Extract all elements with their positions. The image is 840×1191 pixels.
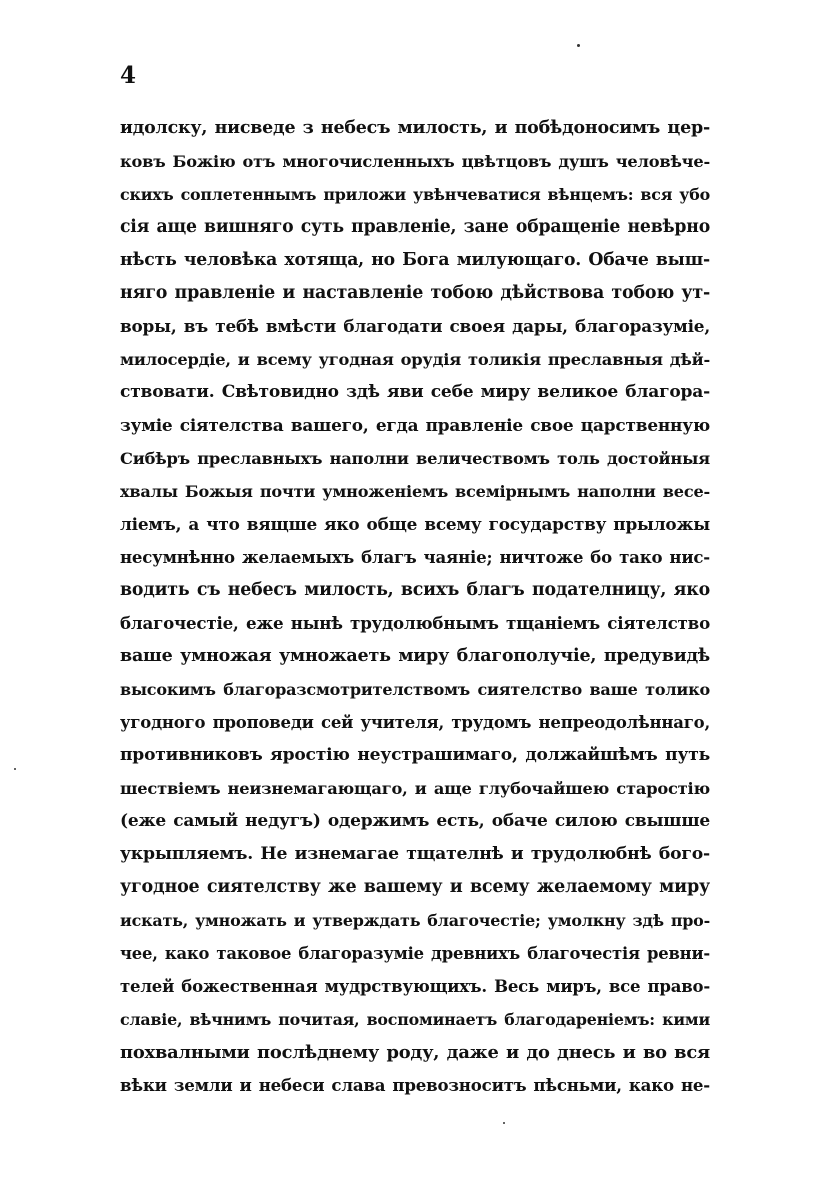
text-line: хвалы Божыя почти умноженіемъ всемірнымъ наполни весе- (120, 482, 710, 501)
text-line: укрыпляемъ. Не изнемагае тщателнѣ и трудолюбнѣ бого- (120, 844, 710, 864)
scan-speck (503, 1122, 505, 1124)
text-line: воры, въ тебѣ вмѣсти благодати своея дары, благоразуміе, (120, 316, 710, 336)
text-line: вѣки земли и небеси слава превозноситъ пѣсньми, како не- (120, 1075, 710, 1095)
text-line: чее, како таковое благоразуміе древнихъ благочестія ревни- (120, 944, 710, 963)
text-line: телей божественная мудрствующихъ. Весь миръ, все право- (120, 976, 710, 996)
scan-speck (14, 768, 16, 770)
text-line: ліемъ, а что вящше яко обще всему государству прыложы (120, 514, 710, 534)
text-line: славіе, вѣчнимъ почитая, воспоминаетъ благодареніемъ: кими (120, 1010, 710, 1029)
text-line: искать, умножать и утверждать благочестіе; умолкну здѣ про- (120, 911, 710, 930)
text-line: зуміе сіятелства вашего, егда правленіе свое царственную (120, 415, 710, 435)
text-line: няго правленіе и наставленіе тобою дѣйствова тобою ут- (120, 283, 710, 303)
text-line: угодное сиятелству же вашему и всему желаемому миру (120, 877, 710, 897)
text-line: благочестіе, еже нынѣ трудолюбнымъ тщаніемъ сіятелство (120, 613, 710, 633)
text-line: скихъ соплетеннымъ приложи увѣнчеватися вѣнцемъ: вся убо (120, 185, 710, 204)
text-line: Сибѣръ преславныхъ наполни величествомъ толь достойныя (120, 449, 710, 468)
text-line: шествіемъ неизнемагающаго, и аще глубочайшею старостію (120, 779, 710, 798)
text-line: (еже самый недугъ) одержимъ есть, обаче силою свышше (120, 811, 710, 831)
text-line: высокимъ благоразсмотрителствомъ сиятелство ваше толико (120, 680, 710, 699)
text-line: идолску, нисведе з небесъ милость, и побѣдоносимъ цер- (120, 118, 710, 138)
text-line: угодного проповеди сей учителя, трудомъ непреодолѣннаго, (120, 713, 710, 732)
text-line: противниковъ яростію неустрашимаго, должайшѣмъ путь (120, 745, 710, 765)
body-text (120, 112, 710, 1102)
text-line: ствовати. Свѣтовидно здѣ яви себе миру великое благора- (120, 382, 710, 402)
text-line: нѣсть человѣка хотяща, но Бога милующаго. Обаче выш- (120, 250, 710, 270)
page-number: 4 (120, 62, 137, 89)
text-line: водить съ небесъ милость, всихъ благъ подателницу, яко (120, 580, 710, 600)
scan-speck (577, 44, 580, 47)
text-line: ковъ Божію отъ многочисленныхъ цвѣтцовъ душъ человѣче- (120, 152, 710, 171)
text-line: несумнѣнно желаемыхъ благъ чаяніе; ничтоже бо тако нис- (120, 547, 710, 567)
text-line: ваше умножая умножаеть миру благополучіе, предувидѣ (120, 646, 710, 666)
text-line: сія аще вишняго суть правленіе, зане обращеніе невѣрно (120, 217, 710, 237)
text-line: похвалными послѣднему роду, даже и до днесь и во вся (120, 1042, 710, 1063)
text-line: милосердіе, и всему угодная орудія толикія преславныя дѣй- (120, 350, 710, 369)
